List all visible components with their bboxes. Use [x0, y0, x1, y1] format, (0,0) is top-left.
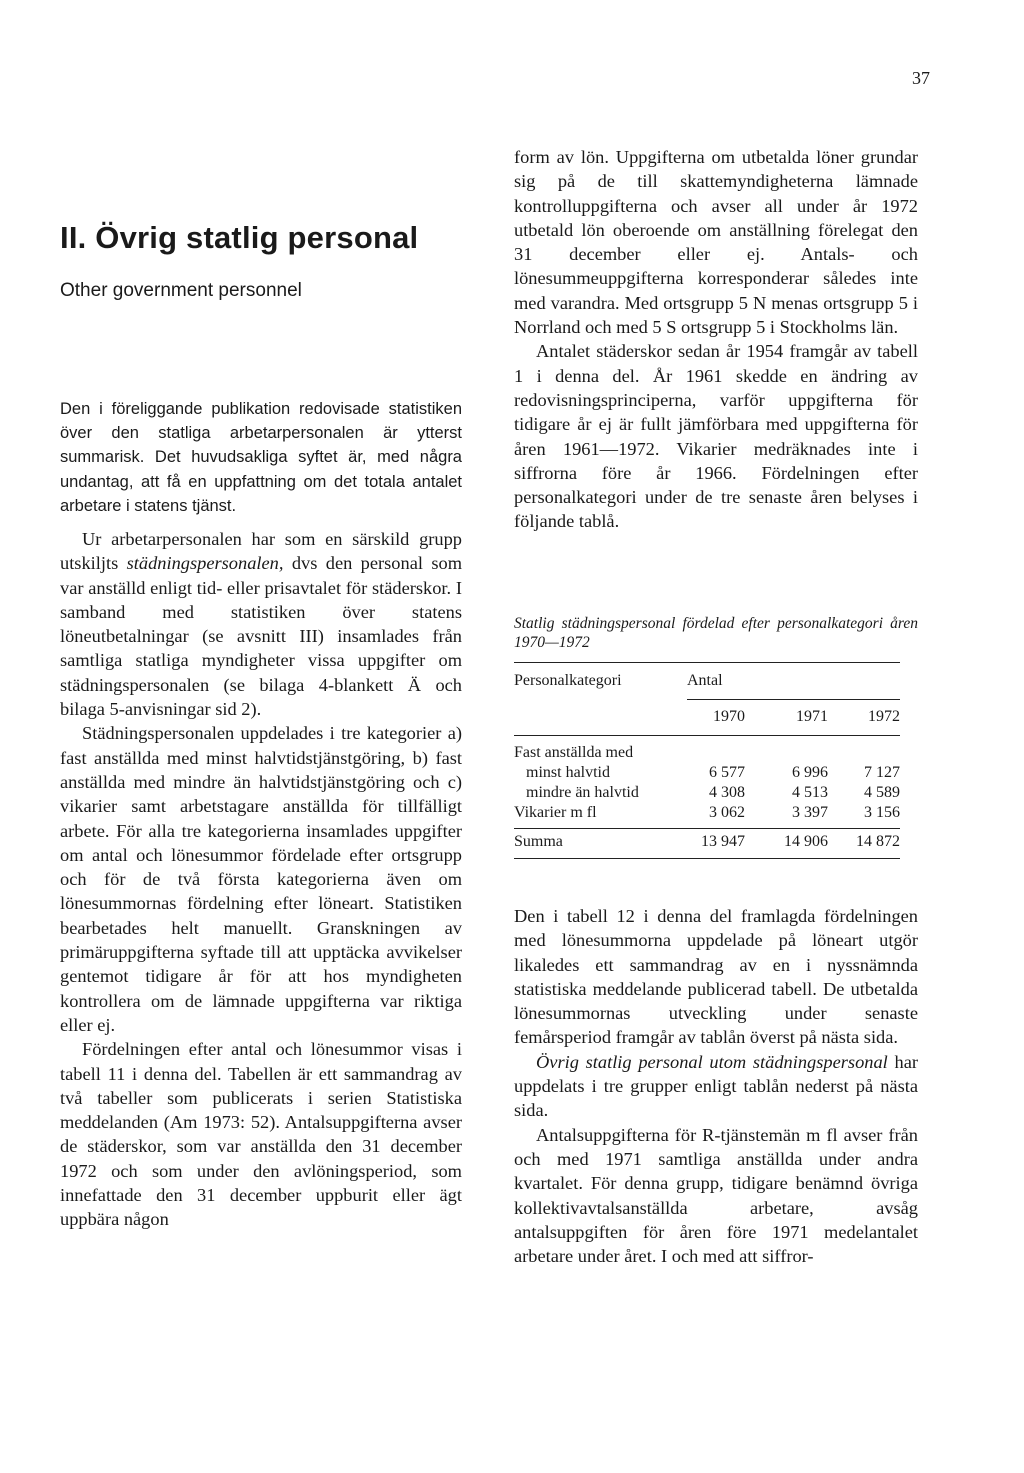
column-header-count: Antal: [687, 672, 723, 689]
paragraph: Städningspersonalen uppdelades i tre kategorier a) fast anställda med minst halvtidstjänstgöring, b) fast anställda med mindre än halvtidstjänstgöring och c) vikarier samt arbetstagare anställda för tillfälligt arbete. För alla tre kategorierna insamlades uppgifter om antal och lönesummor fördelade efter ortsgrupp och för de två första kategorierna även om lönesummornas fördelning efter löneart. Statistiken bearbetades helt manuellt. Granskningen av primäruppgifterna syftade till att upptäcka avvikelser gentemot tidigare år för att hos myndigheten kontrollera om de lämnade uppgifterna var riktiga eller ej.: [60, 723, 462, 1035]
cell-value: 6 996: [792, 764, 828, 781]
row-label: Fast anställda med: [514, 744, 634, 761]
cell-value: 7 127: [864, 764, 900, 781]
table-group-row: [514, 743, 900, 763]
cell-value: 3 397: [792, 804, 828, 821]
paragraph: form av lön. Uppgifterna om utbetalda löner grundar sig på de till skattemyndigheterna lämnade kontrolluppgifterna och avser all under år 1972 utbetald lön oberoende om anställning förelegat den 31 december eller ej. Antals- och lönesummeuppgifterna korresponderar således inte med varandra. Med ortsgrupp 5 N menas ortsgrupp 5 i Norrland och med 5 S ortsgrupp 5 i Stockholms län.: [514, 147, 918, 338]
cell-value: 14 906: [784, 833, 828, 850]
page-number: 37: [912, 68, 930, 88]
year-header: 1972: [868, 708, 900, 725]
table-bottom-rule: [514, 858, 900, 859]
paragraph: Fördelningen efter antal och lönesummor visas i tabell 11 i denna del. Tabellen är ett sammandrag av två tabeller som publicerats i serien Statistiska meddelanden (Am 1973: 52). Antalsuppgifterna avser de städerskor, som var anställda den 31 december 1972 och som under den avlöningsperiod, som innefattade den 31 december uppburit eller ägt uppbära någon: [60, 1039, 462, 1230]
table-row: [514, 763, 900, 783]
cell-value: 3 062: [709, 804, 745, 821]
table-group-rule: [687, 699, 900, 700]
paragraph: Antalsuppgifterna för R-tjänstemän m fl avser från och med 1971 samtliga anställda under andra kvartalet. För denna grupp, tidigare benämnd övriga kollektivavtalsanställda arbetare, avsåg antalsuppgiften för åren före 1971 medelantalet arbetare under året. I och med att siffror-: [514, 1124, 918, 1267]
paragraph: Övrig statlig personal utom städningspersonal har uppdelats i tre grupper enligt tablån nederst på nästa sida.: [514, 1051, 918, 1121]
table-caption: Statlig städningspersonal fördelad efter personalkategori åren 1970—1972: [514, 615, 918, 651]
cell-value: 14 872: [856, 833, 900, 850]
emphasis-text: städningspersonalen,: [126, 553, 284, 574]
staff-category-table: [514, 662, 900, 859]
row-label: Vikarier m fl: [514, 804, 597, 821]
cell-value: 3 156: [864, 804, 900, 821]
right-body-text-bottom: [514, 904, 918, 1268]
year-header: 1971: [796, 708, 828, 725]
section-subheading: Other government personnel: [60, 280, 302, 301]
cell-value: 4 513: [792, 784, 828, 801]
cell-value: 13 947: [701, 833, 745, 850]
row-label: Summa: [514, 833, 563, 850]
paragraph: Den i tabell 12 i denna del framlagda fördelningen med lönesummorna uppdelade på löneart utgör likaledes ett sammandrag av en i nyssnämnda statistiska meddelande publicerad tabell. De utbetalda lönesummornas utveckling under senaste femårsperiod framgår av tablån överst på nästa sida.: [514, 906, 918, 1048]
table-total-rule: [514, 828, 900, 829]
table-row: [514, 803, 900, 823]
section-heading: II. Övrig statlig personal: [60, 220, 419, 255]
year-header-row: [514, 707, 900, 727]
table-total-row: [514, 832, 900, 852]
emphasis-text: Övrig statlig personal utom städningspersonal: [536, 1051, 888, 1072]
intro-paragraph: Den i föreliggande publikation redovisade statistiken över den statliga arbetarpersonalen är ytterst summarisk. Det huvudsakliga syftet är, med några undantag, att få en uppfattning om det totala antalet arbetare i statens tjänst.: [60, 400, 462, 515]
right-body-text-top: [514, 145, 918, 534]
year-header: 1970: [713, 708, 745, 725]
left-body-text: [60, 527, 462, 1232]
row-label: mindre än halvtid: [526, 784, 639, 801]
paragraph: Antalet städerskor sedan år 1954 framgår av tabell 1 i denna del. År 1961 skedde en ändring av redovisningsprinciperna, varför uppgifterna för tidigare år ej är fullt jämförbara med uppgifterna för åren 1961—1972. Vikarier medräknades inte i siffrorna före år 1966. Fördelningen efter personalkategori under de tre senaste åren belyses i följande tablå.: [514, 341, 918, 532]
table-header-rule: [514, 735, 900, 736]
column-header-category: Personalkategori: [514, 672, 622, 689]
row-label: minst halvtid: [526, 764, 610, 781]
cell-value: 6 577: [709, 764, 745, 781]
table-row: [514, 783, 900, 803]
cell-value: 4 308: [709, 784, 745, 801]
paragraph: Ur arbetarpersonalen har som en särskild grupp utskiljts städningspersonalen, dvs den personal som var anställd enligt tid- eller prisavtalet för städerskor. I samband med statistiken över statens löneutbetalningar (se avsnitt III) insamlades från samtliga statliga myndigheter vissa uppgifter om städningspersonalen (se bilaga 4-blankett Ä och bilaga 5-anvisningar sid 2).: [60, 529, 462, 720]
cell-value: 4 589: [864, 784, 900, 801]
